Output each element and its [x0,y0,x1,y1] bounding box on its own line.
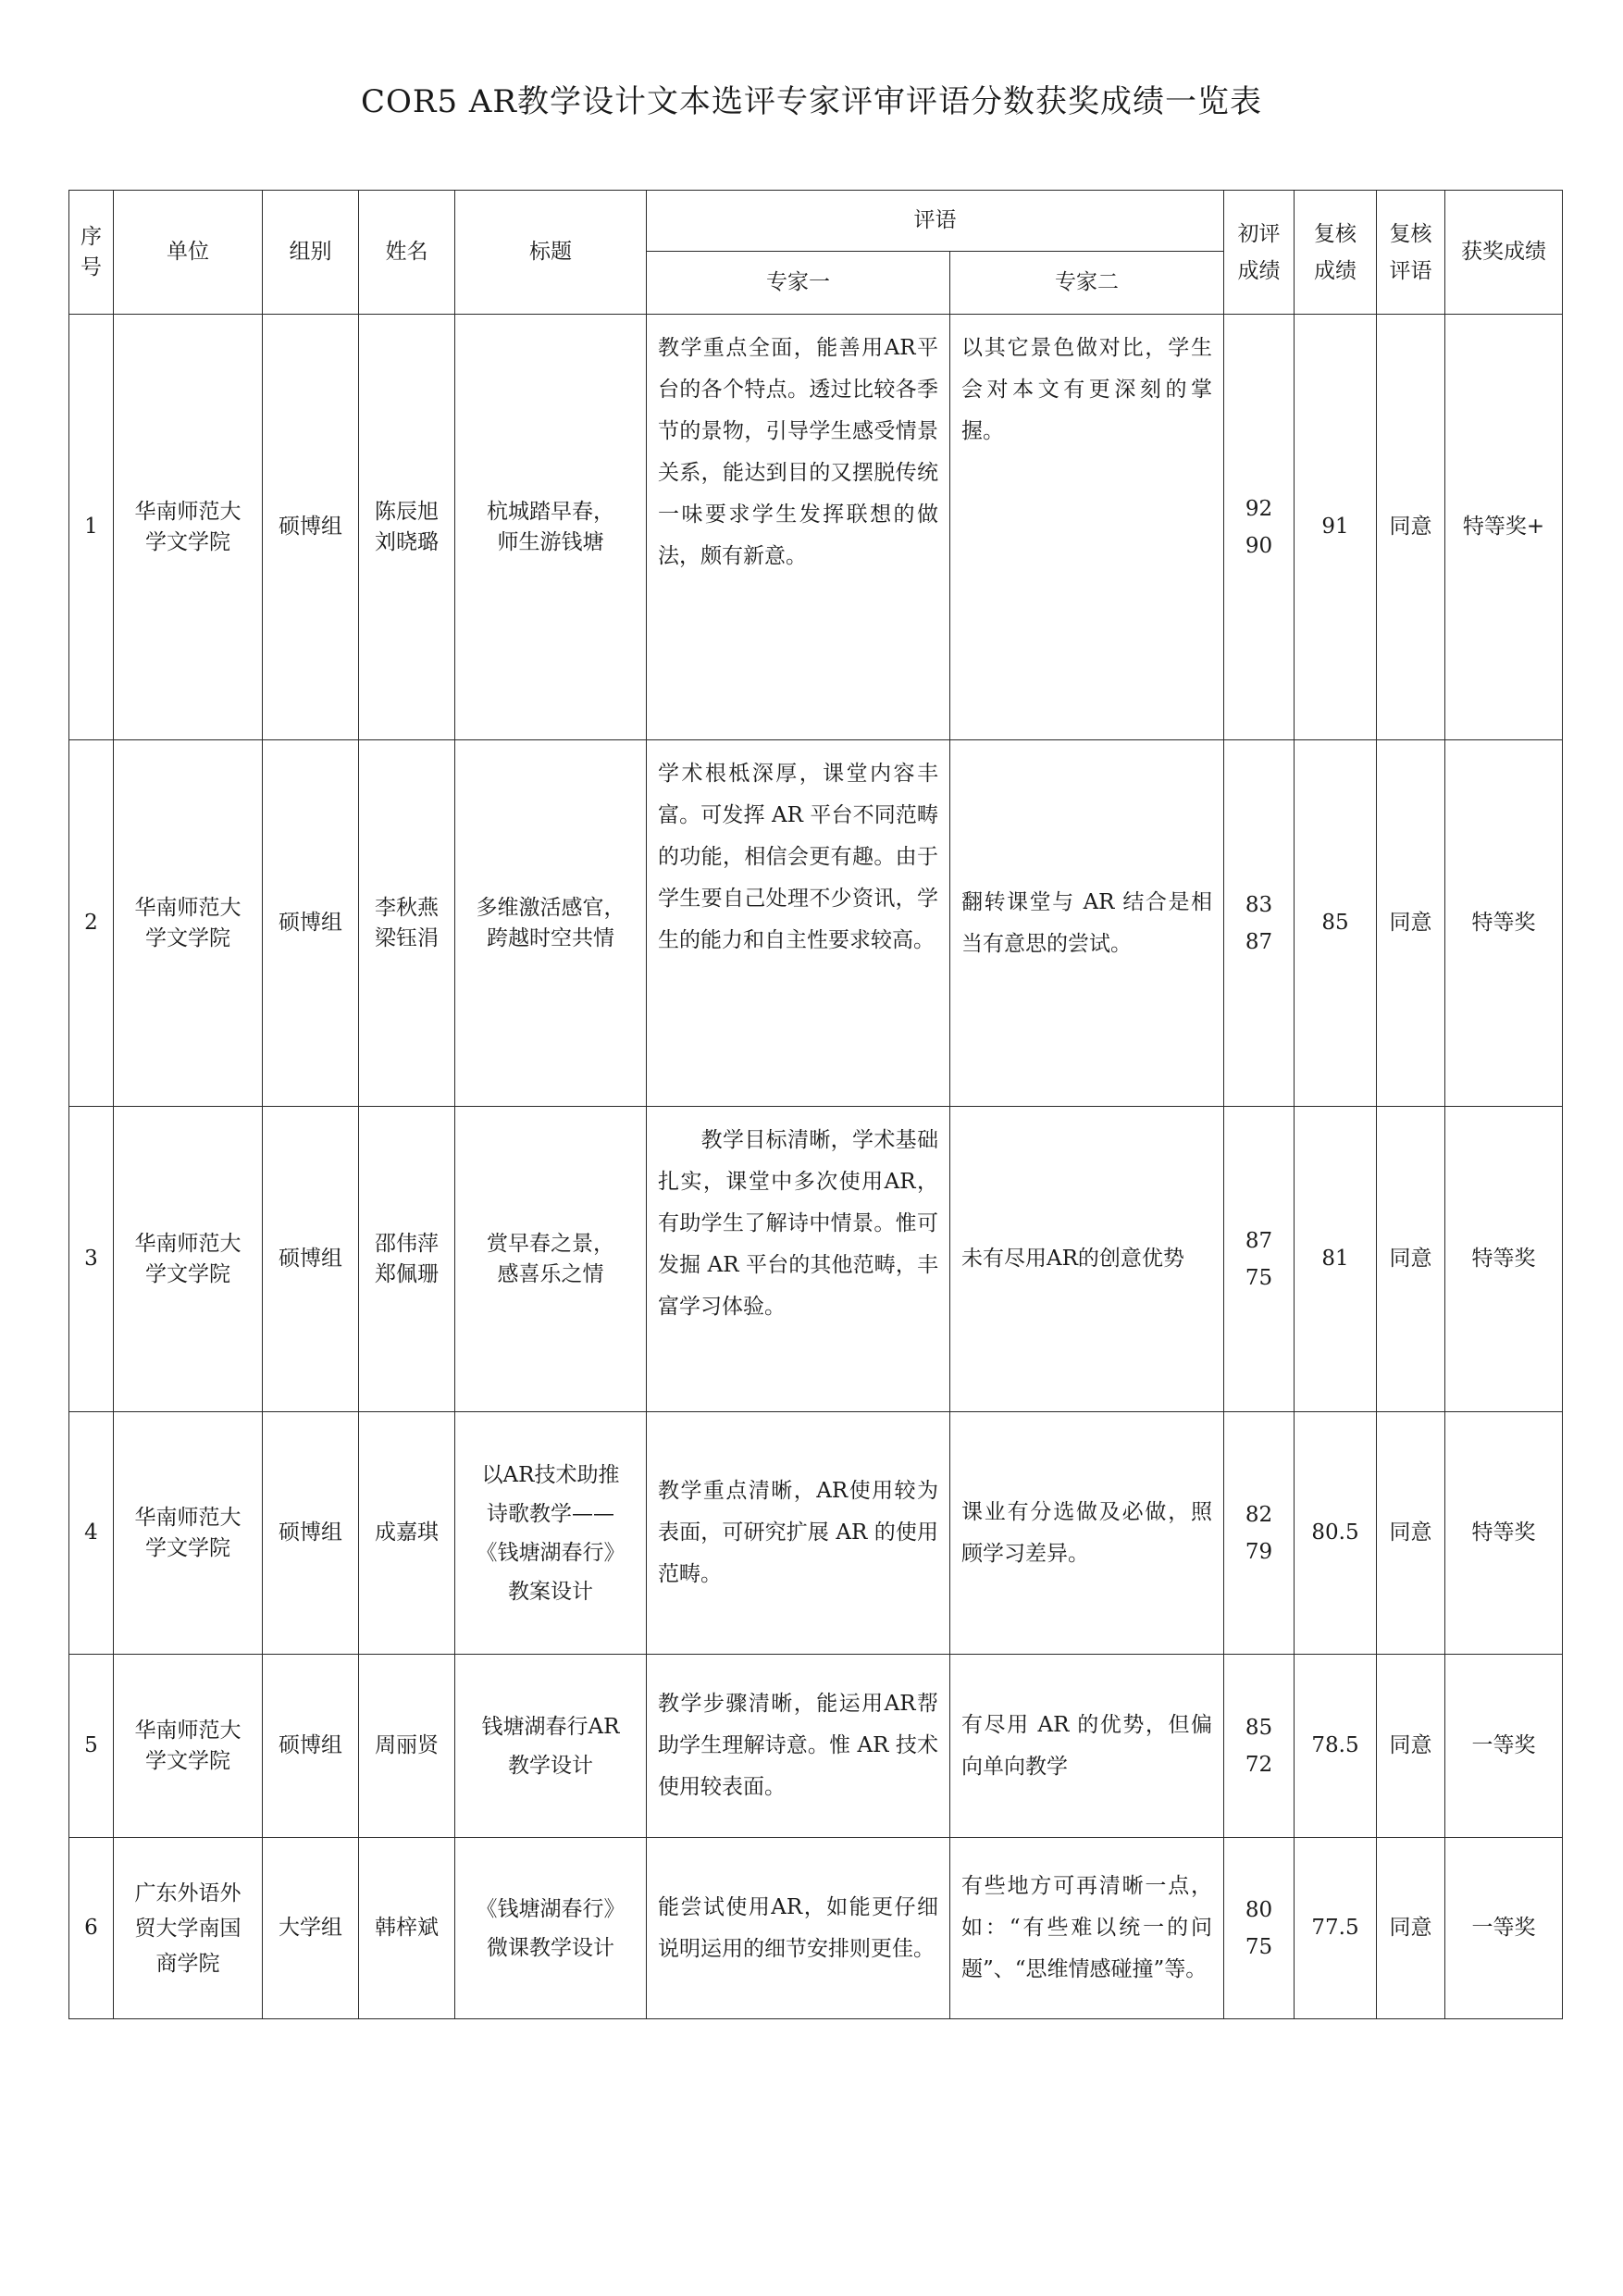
cell-unit: 华南师范大 学文学院 [114,1655,263,1838]
cell-expert1-comment: 教学目标清晰，学术基础扎实，课堂中多次使用AR，有助学生了解诗中情景。惟可发掘 AR 平台的其他范畴，丰富学习体验。 [647,1107,950,1412]
cell-review-comment: 同意 [1377,1107,1445,1412]
table-row [69,1412,1563,1655]
cell-review-score: 78.5 [1295,1655,1377,1838]
table-row [69,1655,1563,1838]
cell-topic: 多维激活感官， 跨越时空共情 [455,740,647,1107]
cell-review-score: 77.5 [1295,1838,1377,2019]
cell-unit: 广东外语外 贸大学南国 商学院 [114,1838,263,2019]
header-name: 姓名 [359,191,455,315]
cell-expert2-comment: 课业有分选做及必做，照顾学习差异。 [950,1412,1224,1655]
cell-initial-scores: 85 72 [1224,1655,1295,1838]
cell-expert1-comment: 能尝试使用AR，如能更仔细说明运用的细节安排则更佳。 [647,1838,950,2019]
header-group: 组别 [263,191,359,315]
cell-topic: 钱塘湖春行AR 教学设计 [455,1655,647,1838]
cell-award: 特等奖 [1445,740,1563,1107]
cell-topic: 赏早春之景， 感喜乐之情 [455,1107,647,1412]
results-table [68,190,1563,2019]
cell-unit: 华南师范大 学文学院 [114,740,263,1107]
header-initial-score: 初评 成绩 [1224,191,1295,315]
cell-unit: 华南师范大 学文学院 [114,1412,263,1655]
table-row [69,315,1563,740]
cell-unit: 华南师范大 学文学院 [114,315,263,740]
cell-award: 一等奖 [1445,1838,1563,2019]
header-unit: 单位 [114,191,263,315]
cell-expert1-comment: 教学重点清晰，AR使用较为表面，可研究扩展 AR 的使用范畴。 [647,1412,950,1655]
cell-award: 特等奖+ [1445,315,1563,740]
cell-group: 硕博组 [263,740,359,1107]
cell-names: 成嘉琪 [359,1412,455,1655]
cell-names: 邵伟萍 郑佩珊 [359,1107,455,1412]
cell-award: 特等奖 [1445,1412,1563,1655]
cell-group: 硕博组 [263,1107,359,1412]
table-row [69,1838,1563,2019]
cell-names: 韩梓斌 [359,1838,455,2019]
cell-initial-scores: 87 75 [1224,1107,1295,1412]
cell-review-comment: 同意 [1377,315,1445,740]
cell-expert2-comment: 有些地方可再清晰一点，如：“有些难以统一的问题”、“思维情感碰撞”等。 [950,1838,1224,2019]
header-review-score: 复核 成绩 [1295,191,1377,315]
header-expert1: 专家一 [647,252,950,315]
cell-seq: 2 [69,740,114,1107]
cell-initial-scores: 80 75 [1224,1838,1295,2019]
header-award: 获奖成绩 [1445,191,1563,315]
cell-review-score: 85 [1295,740,1377,1107]
cell-names: 李秋燕 梁钰涓 [359,740,455,1107]
cell-review-comment: 同意 [1377,1655,1445,1838]
cell-review-comment: 同意 [1377,1412,1445,1655]
cell-group: 硕博组 [263,1412,359,1655]
cell-review-comment: 同意 [1377,740,1445,1107]
page-title: COR5 AR教学设计文本选评专家评审评语分数获奖成绩一览表 [360,83,1263,120]
cell-expert2-comment: 未有尽用AR的创意优势 [950,1107,1224,1412]
cell-expert2-comment: 以其它景色做对比，学生会对本文有更深刻的掌握。 [950,315,1224,740]
cell-award: 特等奖 [1445,1107,1563,1412]
cell-expert2-comment: 翻转课堂与 AR 结合是相当有意思的尝试。 [950,740,1224,1107]
cell-group: 硕博组 [263,1655,359,1838]
cell-seq: 3 [69,1107,114,1412]
cell-initial-scores: 83 87 [1224,740,1295,1107]
header-topic: 标题 [455,191,647,315]
cell-expert2-comment: 有尽用 AR 的优势，但偏向单向教学 [950,1655,1224,1838]
cell-seq: 6 [69,1838,114,2019]
cell-expert1-comment: 教学重点全面，能善用AR平台的各个特点。透过比较各季节的景物，引导学生感受情景关系，能达到目的又摆脱传统一味要求学生发挥联想的做法，颇有新意。 [647,315,950,740]
cell-topic: 以AR技术助推 诗歌教学—— 《钱塘湖春行》 教案设计 [455,1412,647,1655]
cell-group: 硕博组 [263,315,359,740]
cell-initial-scores: 82 79 [1224,1412,1295,1655]
cell-award: 一等奖 [1445,1655,1563,1838]
header-comments: 评语 [647,191,1224,252]
table-row [69,1107,1563,1412]
header-row [69,191,1563,252]
cell-expert1-comment: 学术根柢深厚，课堂内容丰富。可发挥 AR 平台不同范畴的功能，相信会更有趣。由于学生要自己处理不少资讯，学生的能力和自主性要求较高。 [647,740,950,1107]
cell-topic: 杭城踏早春， 师生游钱塘 [455,315,647,740]
cell-group: 大学组 [263,1838,359,2019]
cell-expert1-comment: 教学步骤清晰，能运用AR帮助学生理解诗意。惟 AR 技术使用较表面。 [647,1655,950,1838]
header-expert2: 专家二 [950,252,1224,315]
cell-review-score: 81 [1295,1107,1377,1412]
header-review-comment: 复核 评语 [1377,191,1445,315]
cell-names: 陈辰旭 刘晓璐 [359,315,455,740]
cell-names: 周丽贤 [359,1655,455,1838]
header-seq: 序 号 [69,191,114,315]
cell-initial-scores: 92 90 [1224,315,1295,740]
cell-review-score: 91 [1295,315,1377,740]
cell-seq: 1 [69,315,114,740]
cell-review-score: 80.5 [1295,1412,1377,1655]
table-row [69,740,1563,1107]
cell-topic: 《钱塘湖春行》 微课教学设计 [455,1838,647,2019]
cell-seq: 4 [69,1412,114,1655]
cell-seq: 5 [69,1655,114,1838]
cell-review-comment: 同意 [1377,1838,1445,2019]
cell-unit: 华南师范大 学文学院 [114,1107,263,1412]
